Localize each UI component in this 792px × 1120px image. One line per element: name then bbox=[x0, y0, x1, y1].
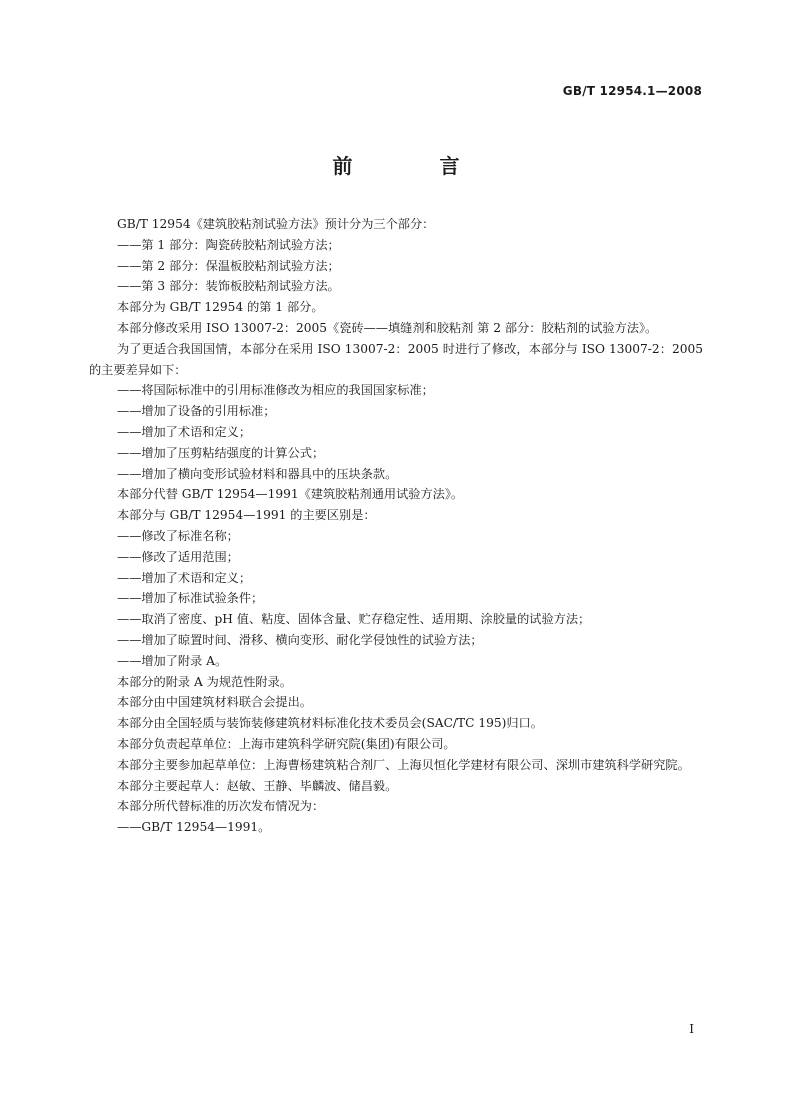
list-item: ——增加了横向变形试验材料和器具中的压块条款。 bbox=[117, 466, 398, 481]
list-item: ——第 1 部分：陶瓷砖胶粘剂试验方法； bbox=[117, 237, 340, 252]
paragraph: 本部分所代替标准的历次发布情况为： bbox=[117, 799, 325, 814]
list-item: ——增加了晾置时间、滑移、横向变形、耐化学侵蚀性的试验方法； bbox=[117, 632, 483, 647]
list-item: ——增加了术语和定义； bbox=[117, 424, 252, 439]
paragraph: 本部分负责起草单位：上海市建筑科学研究院(集团)有限公司。 bbox=[117, 736, 456, 751]
paragraph: 本部分由中国建筑材料联合会提出。 bbox=[117, 695, 312, 710]
page-number: I bbox=[689, 1022, 694, 1036]
paragraph: 为了更适合我国国情，本部分在采用 ISO 13007-2：2005 时进行了修改，本部分与 ISO 13007-2：2005 的主要差异如下： bbox=[89, 341, 703, 377]
list-item: ——第 3 部分：装饰板胶粘剂试验方法。 bbox=[117, 279, 340, 294]
paragraph: 本部分与 GB/T 12954—1991 的主要区别是： bbox=[117, 508, 376, 523]
list-item: ——增加了压剪粘结强度的计算公式； bbox=[117, 445, 325, 460]
paragraph: 本部分为 GB/T 12954 的第 1 部分。 bbox=[117, 300, 324, 315]
list-item: ——GB/T 12954—1991。 bbox=[117, 820, 271, 835]
paragraph: 本部分的附录 A 为规范性附录。 bbox=[117, 674, 292, 689]
list-item: ——取消了密度、pH 值、粘度、固体含量、贮存稳定性、适用期、涂胶量的试验方法； bbox=[117, 612, 591, 627]
paragraph: 本部分代替 GB/T 12954—1991《建筑胶粘剂通用试验方法》。 bbox=[117, 487, 464, 502]
standard-code: GB/T 12954.1—2008 bbox=[562, 84, 702, 98]
list-item: ——将国际标准中的引用标准修改为相应的我国国家标准； bbox=[117, 383, 434, 398]
list-item: ——增加了设备的引用标准； bbox=[117, 404, 276, 419]
paragraph: 本部分由全国轻质与装饰装修建筑材料标准化技术委员会(SAC/TC 195)归口。 bbox=[117, 716, 543, 731]
paragraph: 本部分主要起草人：赵敏、王静、毕麟波、储昌毅。 bbox=[117, 778, 398, 793]
paragraph: 本部分主要参加起草单位：上海曹杨建筑粘合剂厂、上海贝恒化学建材有限公司、深圳市建筑科学研究院。 bbox=[117, 757, 690, 772]
list-item: ——增加了标准试验条件； bbox=[117, 591, 264, 606]
list-item: ——增加了术语和定义； bbox=[117, 570, 252, 585]
foreword-body bbox=[89, 214, 703, 838]
page-title: 前 言 bbox=[332, 154, 500, 178]
list-item: ——第 2 部分：保温板胶粘剂试验方法； bbox=[117, 258, 340, 273]
list-item: ——增加了附录 A。 bbox=[117, 653, 228, 668]
paragraph: GB/T 12954《建筑胶粘剂试验方法》预计分为三个部分： bbox=[117, 217, 435, 231]
paragraph: 本部分修改采用 ISO 13007-2：2005《瓷砖——填缝剂和胶粘剂 第 2 部分：胶粘剂的试验方法》。 bbox=[117, 320, 658, 335]
list-item: ——修改了适用范围； bbox=[117, 549, 239, 564]
list-item: ——修改了标准名称； bbox=[117, 528, 239, 543]
